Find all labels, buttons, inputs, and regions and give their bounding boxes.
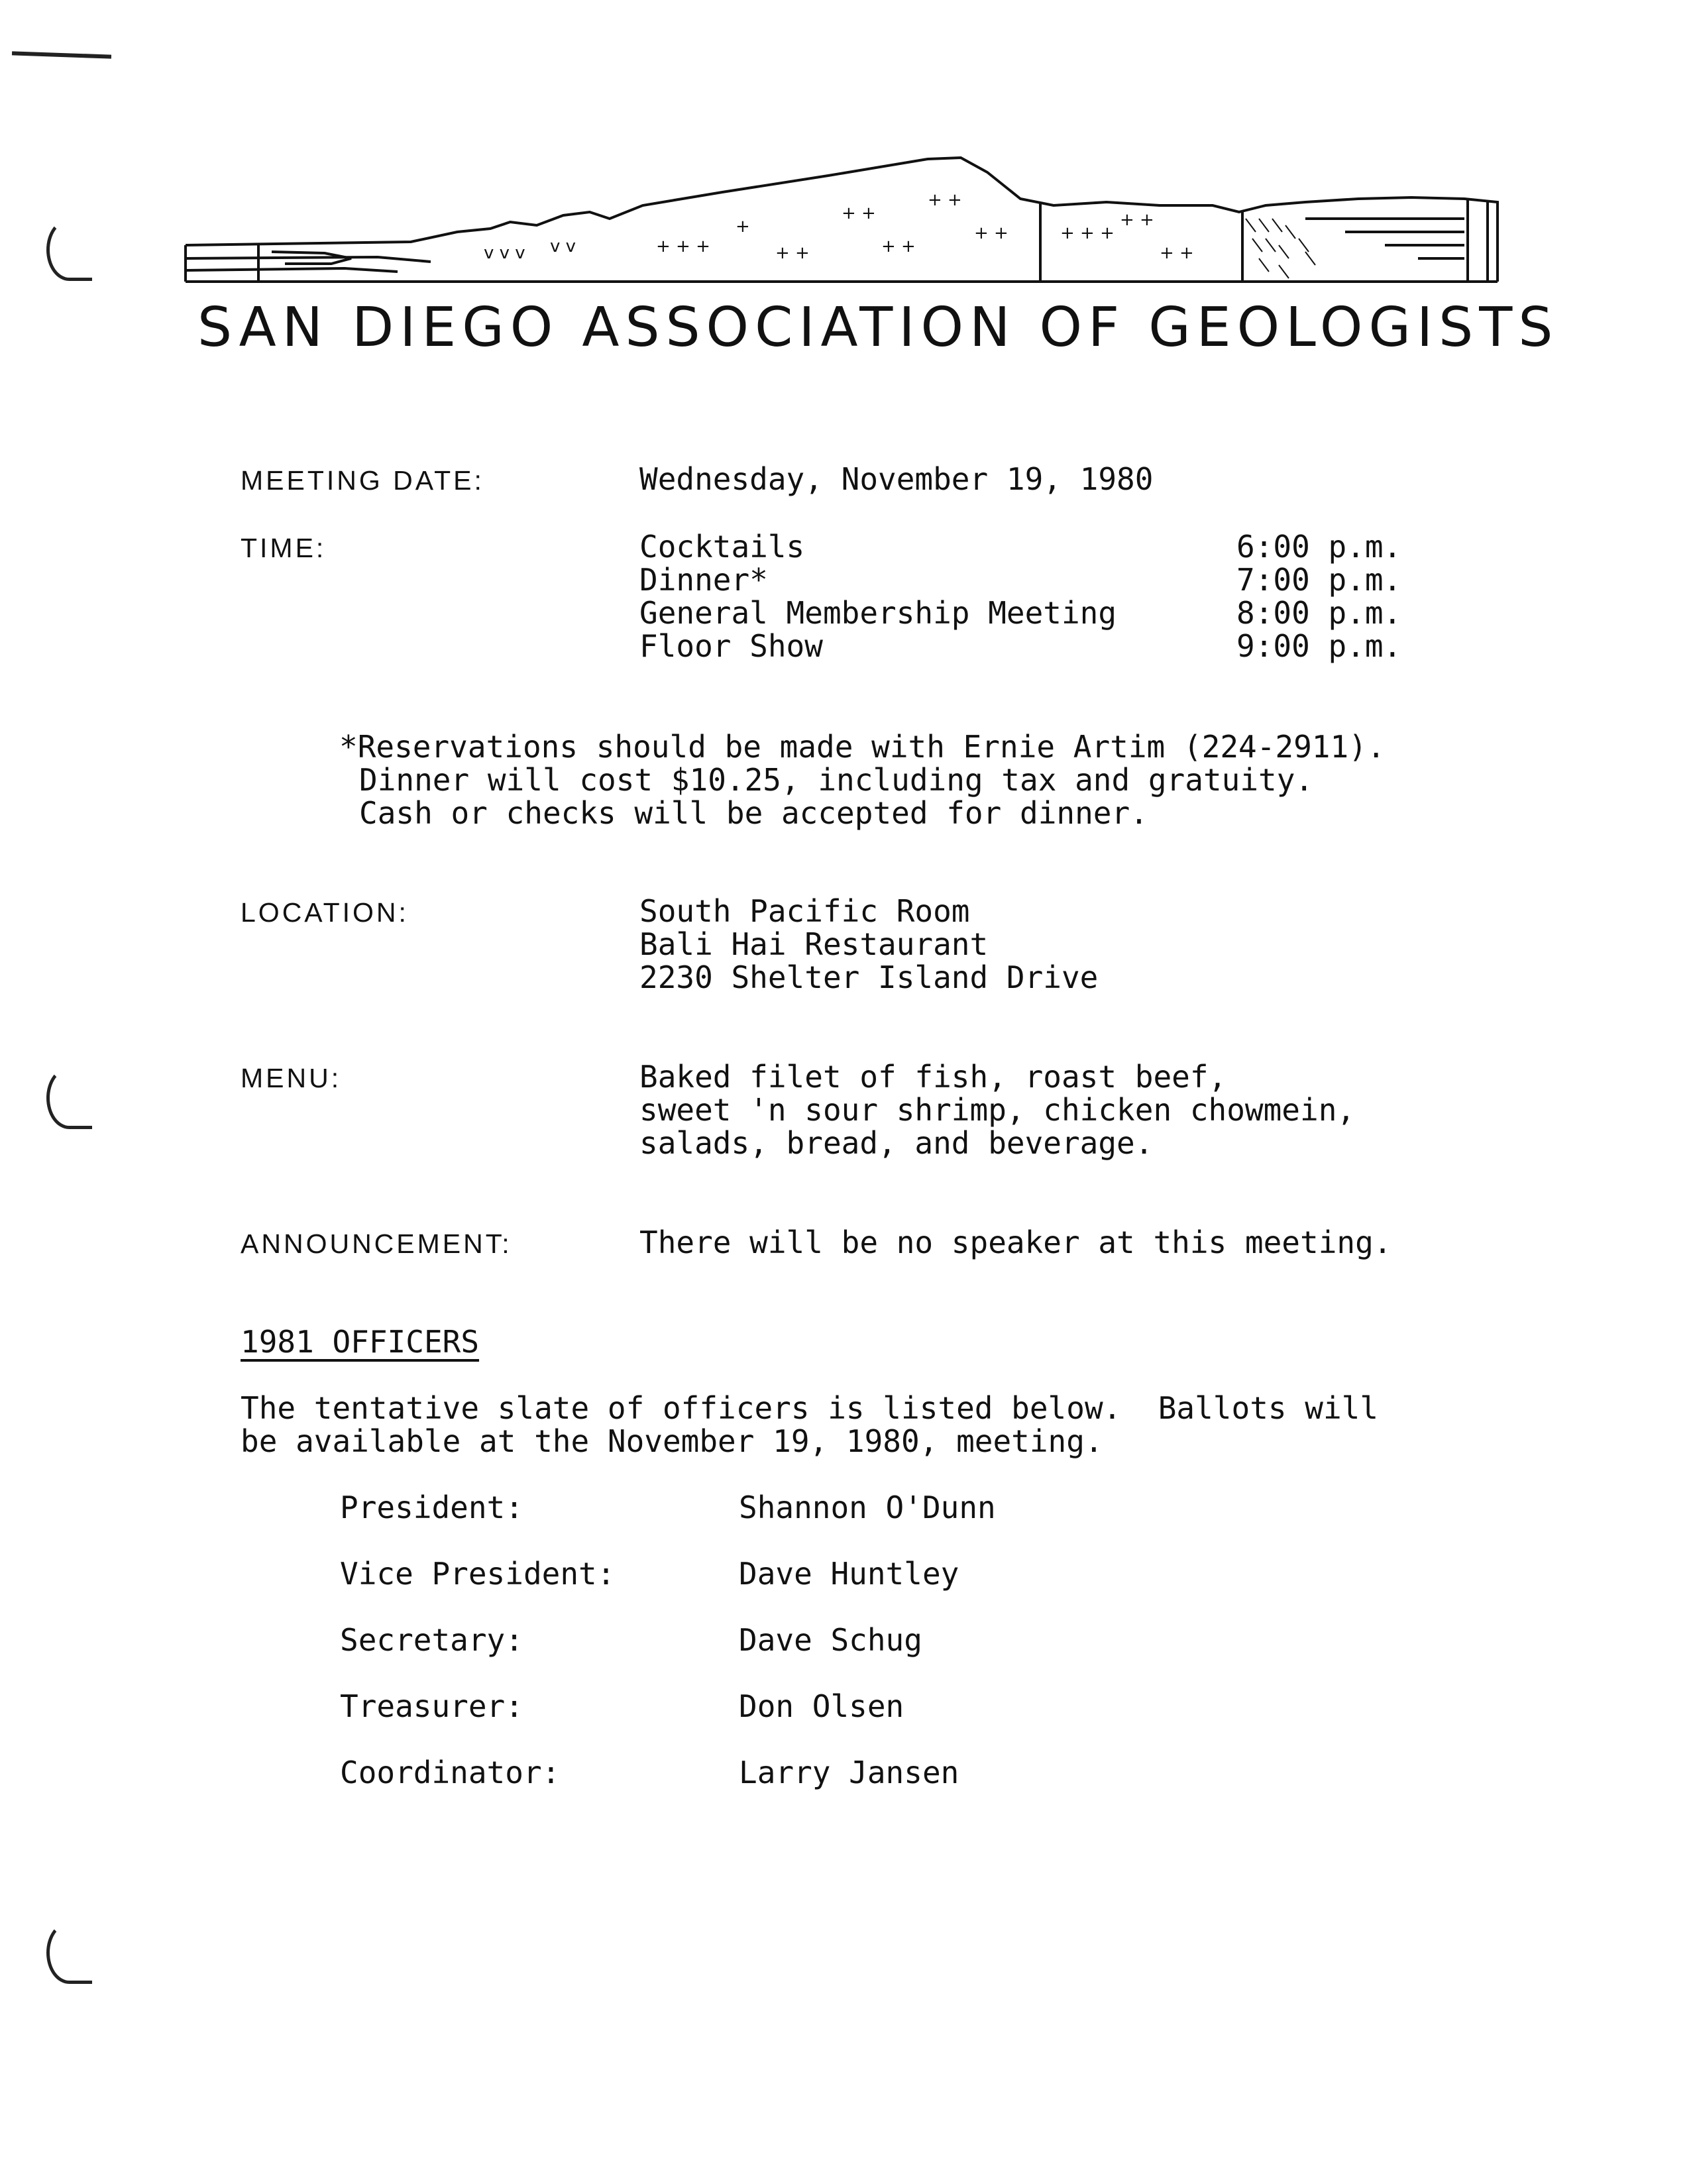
svg-text:+: + [736, 217, 750, 237]
schedule-event: Cocktails [639, 529, 805, 565]
location-line: South Pacific Room [639, 893, 970, 929]
schedule-time: 7:00 p.m. [1236, 562, 1402, 598]
location-line: Bali Hai Restaurant [639, 926, 989, 962]
binder-hole-bottom [46, 1922, 92, 1984]
schedule-event: General Membership Meeting [639, 595, 1117, 631]
location-line: 2230 Shelter Island Drive [639, 959, 1099, 995]
reservation-note-line: *Reservations should be made with Ernie Artim (224-2911). [339, 729, 1386, 765]
svg-text:+ +: + + [1120, 210, 1154, 230]
svg-text:+ +: + + [775, 243, 810, 263]
svg-text:+ +: + + [842, 203, 876, 223]
staple-mark [12, 51, 111, 58]
time-label: TIME: [241, 533, 327, 563]
meeting-date-value: Wednesday, November 19, 1980 [639, 461, 1154, 497]
officer-name: Don Olsen [739, 1688, 904, 1724]
menu-line: salads, bread, and beverage. [639, 1125, 1154, 1161]
officer-role: Secretary: [340, 1622, 523, 1658]
officer-role: Treasurer: [340, 1688, 523, 1724]
officer-role: President: [340, 1490, 523, 1525]
schedule-event: Dinner* [639, 562, 768, 598]
binder-hole-top [46, 219, 92, 281]
announcement-text: There will be no speaker at this meeting. [639, 1225, 1392, 1260]
binder-hole-middle [46, 1067, 92, 1129]
schedule-event: Floor Show [639, 628, 823, 664]
officer-name: Shannon O'Dunn [739, 1490, 996, 1525]
officer-name: Dave Schug [739, 1622, 922, 1658]
schedule-time: 8:00 p.m. [1236, 595, 1402, 631]
geologic-cross-section-logo [179, 152, 1511, 285]
svg-text:v v v: v v v [484, 243, 525, 263]
schedule-time: 6:00 p.m. [1236, 529, 1402, 565]
announcement-label: ANNOUNCEMENT: [241, 1228, 512, 1259]
reservation-note-line: Dinner will cost $10.25, including tax and gratuity. [359, 762, 1314, 798]
menu-line: Baked filet of fish, roast beef, [639, 1059, 1227, 1095]
menu-label: MENU: [241, 1063, 342, 1093]
svg-text:+ +: + + [974, 223, 1009, 243]
svg-text:+ + +: + + + [656, 237, 710, 256]
officer-name: Larry Jansen [739, 1755, 959, 1790]
organization-title: SAN DIEGO ASSOCIATION OF GEOLOGISTS [197, 296, 1559, 359]
officer-name: Dave Huntley [739, 1556, 959, 1592]
svg-text:v v: v v [550, 237, 576, 256]
menu-line: sweet 'n sour shrimp, chicken chowmein, [639, 1092, 1356, 1128]
svg-text:+ + +: + + + [1060, 223, 1115, 243]
officer-role: Coordinator: [340, 1755, 561, 1790]
schedule-time: 9:00 p.m. [1236, 628, 1402, 664]
meeting-date-label: MEETING DATE: [241, 465, 484, 496]
location-label: LOCATION: [241, 897, 409, 928]
svg-text:+ +: + + [1160, 243, 1194, 263]
svg-text:+ +: + + [881, 237, 916, 256]
officer-role: Vice President: [340, 1556, 616, 1592]
officers-intro-line: be available at the November 19, 1980, meeting. [241, 1423, 1103, 1459]
officers-intro-line: The tentative slate of officers is listed below. Ballots will [241, 1390, 1379, 1426]
svg-text:+ +: + + [928, 190, 962, 210]
officers-heading: 1981 OFFICERS [241, 1324, 480, 1360]
reservation-note-line: Cash or checks will be accepted for dinner. [359, 795, 1148, 831]
